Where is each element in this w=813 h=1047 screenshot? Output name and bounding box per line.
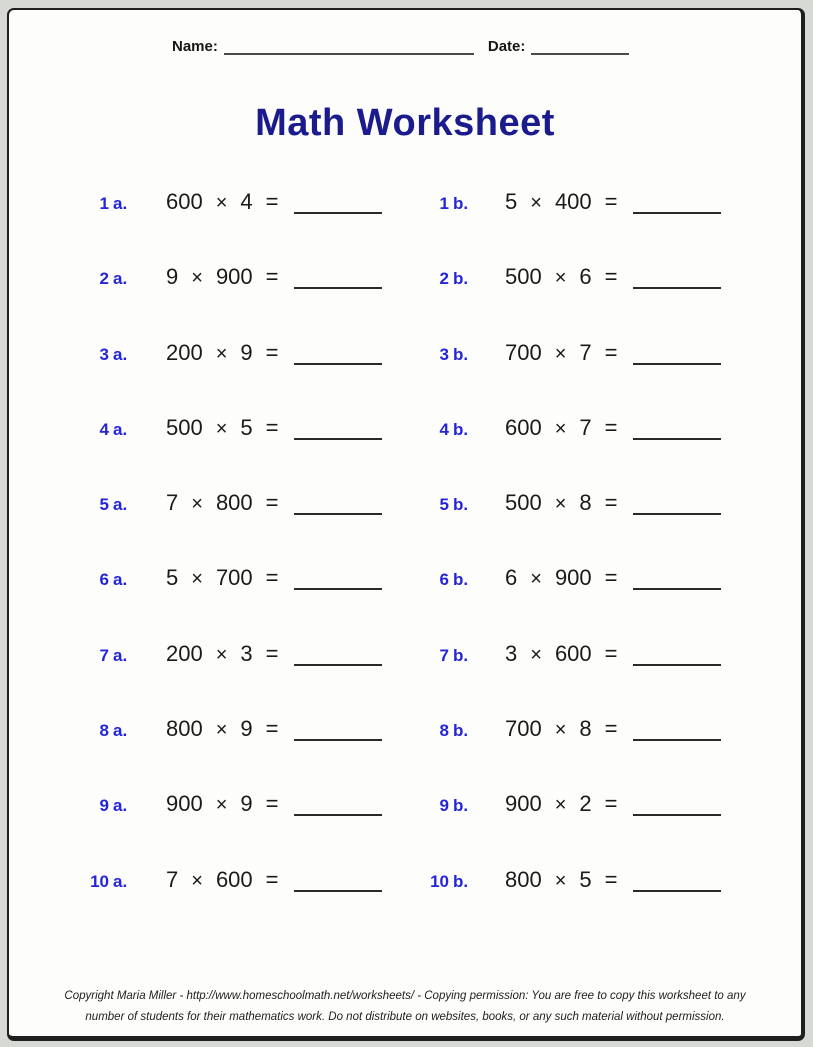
problem-label-a: [88, 420, 138, 440]
problem-number: 10: [90, 871, 109, 891]
answer-blank[interactable]: [633, 363, 721, 365]
equals-sign: =: [604, 866, 618, 892]
factor-2: 7: [579, 339, 592, 365]
problem-expression: [505, 791, 721, 817]
problem-expression: [505, 716, 721, 742]
equals-sign: =: [604, 490, 618, 516]
problem-letter: a.: [113, 495, 128, 515]
problem-number: 7: [99, 645, 109, 665]
problem-number: 4: [439, 419, 449, 439]
problem-number: 1: [99, 194, 109, 213]
problem-row: [9, 541, 801, 616]
problem-number: 4: [99, 419, 109, 439]
factor-1: 7: [166, 866, 179, 892]
problem-number: 2: [439, 269, 449, 289]
equals-sign: =: [604, 716, 618, 742]
factor-2: 600: [215, 866, 253, 892]
problem-letter: b.: [453, 645, 469, 665]
problem-number: 8: [99, 721, 109, 741]
factor-2: 9: [240, 339, 253, 365]
problem-letter: b.: [453, 419, 469, 439]
problem-number: 9: [99, 796, 109, 816]
factor-2: 5: [240, 414, 253, 440]
problem-number: 1: [439, 194, 449, 213]
answer-blank[interactable]: [633, 438, 721, 440]
answer-blank[interactable]: [633, 814, 721, 816]
problem-letter: b.: [453, 871, 469, 891]
factor-2: 5: [579, 866, 592, 892]
name-label: Name:: [172, 38, 218, 55]
problem-expression: [505, 490, 721, 516]
equals-sign: =: [604, 565, 618, 591]
problem-letter: a.: [113, 796, 128, 816]
worksheet-page: [7, 8, 805, 1041]
equals-sign: =: [265, 264, 279, 290]
equals-sign: =: [265, 189, 279, 214]
equals-sign: =: [265, 414, 279, 440]
multiply-sign: ×: [554, 794, 567, 817]
factor-2: 600: [554, 640, 592, 666]
problem-letter: a.: [113, 344, 128, 364]
multiply-sign: ×: [215, 342, 228, 365]
problem-number: 8: [439, 721, 449, 741]
multiply-sign: ×: [530, 643, 542, 666]
problem-letter: a.: [113, 419, 128, 439]
problems-grid: [9, 165, 801, 918]
factor-2: 8: [579, 716, 592, 742]
factor-2: 400: [554, 189, 592, 214]
multiply-sign: ×: [530, 568, 542, 591]
equals-sign: =: [265, 565, 279, 591]
factor-1: 700: [505, 339, 542, 365]
factor-1: 800: [166, 716, 203, 742]
problem-expression: [505, 189, 721, 215]
problem-label-b: [428, 796, 478, 816]
problem-number: 3: [439, 344, 449, 364]
problem-letter: b.: [453, 194, 469, 213]
problem-number: 7: [439, 645, 449, 665]
problem-number: 5: [439, 495, 449, 515]
problem-letter: b.: [453, 570, 469, 590]
problem-expression: [166, 264, 382, 290]
factor-2: 7: [579, 414, 592, 440]
multiply-sign: ×: [554, 267, 567, 290]
problem-number: 3: [99, 344, 109, 364]
answer-blank[interactable]: [633, 739, 721, 741]
factor-2: 6: [579, 264, 592, 290]
problem-letter: a.: [113, 194, 128, 213]
problem-expression: [505, 264, 721, 290]
problem-row: [9, 843, 801, 918]
equals-sign: =: [604, 791, 618, 817]
multiply-sign: ×: [215, 794, 228, 817]
problem-letter: a.: [113, 871, 128, 891]
problem-letter: b.: [453, 721, 469, 741]
factor-2: 900: [554, 565, 592, 591]
multiply-sign: ×: [191, 568, 203, 591]
copyright-line-2: number of students for their mathematics work. Do not distribute on websites, books, or any such material without permission.: [85, 1011, 725, 1023]
problem-number: 6: [99, 570, 109, 590]
multiply-sign: ×: [554, 869, 567, 892]
factor-1: 500: [505, 264, 542, 290]
problem-number: 5: [99, 495, 109, 515]
equals-sign: =: [265, 490, 279, 516]
multiply-sign: ×: [215, 417, 228, 440]
factor-1: 5: [505, 189, 518, 214]
problem-row: [9, 391, 801, 466]
problem-letter: a.: [113, 645, 128, 665]
problem-expression: [505, 340, 721, 366]
problem-expression: [166, 189, 382, 215]
problem-number: 6: [439, 570, 449, 590]
problem-label-a: [88, 796, 138, 816]
problem-letter: a.: [113, 269, 128, 289]
factor-1: 6: [505, 565, 518, 591]
date-label: Date:: [487, 38, 526, 55]
problem-letter: b.: [453, 796, 469, 816]
equals-sign: =: [604, 414, 618, 440]
problem-letter: a.: [113, 721, 128, 741]
answer-blank[interactable]: [294, 513, 382, 515]
problem-row: [9, 617, 801, 692]
multiply-sign: ×: [191, 869, 203, 892]
problem-label-a: [88, 194, 138, 214]
problem-label-b: [428, 420, 478, 440]
answer-blank[interactable]: [294, 814, 382, 816]
multiply-sign: ×: [554, 719, 567, 742]
name-blank-line[interactable]: [224, 53, 474, 55]
factor-2: 8: [579, 490, 592, 516]
factor-1: 600: [505, 414, 542, 440]
problem-label-a: [88, 646, 138, 666]
name-date-header: [9, 38, 801, 55]
factor-1: 900: [505, 791, 542, 817]
problem-label-b: [428, 269, 478, 289]
problem-expression: [505, 867, 721, 893]
factor-2: 9: [240, 716, 253, 742]
factor-2: 2: [579, 791, 592, 817]
problem-number: 9: [439, 796, 449, 816]
problem-expression: [166, 565, 382, 591]
answer-blank[interactable]: [294, 212, 382, 214]
problem-row: [9, 316, 801, 391]
factor-1: 200: [166, 339, 203, 365]
factor-1: 600: [166, 189, 203, 214]
factor-1: 5: [166, 565, 179, 591]
answer-blank[interactable]: [294, 287, 382, 289]
equals-sign: =: [265, 716, 279, 742]
factor-1: 700: [505, 716, 542, 742]
equals-sign: =: [604, 640, 618, 666]
answer-blank[interactable]: [294, 890, 382, 892]
factor-2: 3: [240, 640, 253, 666]
equals-sign: =: [604, 189, 618, 214]
factor-2: 700: [215, 565, 253, 591]
problem-expression: [166, 490, 382, 516]
problem-row: [9, 165, 801, 240]
problem-label-b: [428, 570, 478, 590]
answer-blank[interactable]: [294, 588, 382, 590]
problem-label-b: [428, 646, 478, 666]
problem-label-a: [88, 872, 138, 892]
problem-letter: b.: [453, 344, 469, 364]
answer-blank[interactable]: [633, 890, 721, 892]
factor-2: 4: [240, 189, 253, 214]
problem-expression: [166, 791, 382, 817]
answer-blank[interactable]: [633, 287, 721, 289]
answer-blank[interactable]: [633, 513, 721, 515]
problem-row: [9, 240, 801, 315]
multiply-sign: ×: [530, 192, 542, 214]
equals-sign: =: [265, 866, 279, 892]
factor-1: 800: [505, 866, 542, 892]
problem-label-a: [88, 570, 138, 590]
problem-number: 2: [99, 269, 109, 289]
problem-label-a: [88, 345, 138, 365]
equals-sign: =: [604, 339, 618, 365]
copyright-footer: [9, 986, 801, 1028]
problem-expression: [166, 641, 382, 667]
problem-row: [9, 466, 801, 541]
problem-letter: a.: [113, 570, 128, 590]
answer-blank[interactable]: [294, 664, 382, 666]
multiply-sign: ×: [215, 192, 228, 214]
problem-label-b: [428, 872, 478, 892]
problem-label-a: [88, 495, 138, 515]
equals-sign: =: [604, 264, 618, 290]
factor-1: 200: [166, 640, 203, 666]
answer-blank[interactable]: [633, 588, 721, 590]
multiply-sign: ×: [215, 719, 228, 742]
problem-label-a: [88, 721, 138, 741]
problem-expression: [166, 867, 382, 893]
multiply-sign: ×: [554, 342, 567, 365]
answer-blank[interactable]: [294, 363, 382, 365]
answer-blank[interactable]: [633, 664, 721, 666]
multiply-sign: ×: [215, 643, 228, 666]
problem-label-a: [88, 269, 138, 289]
problem-label-b: [428, 495, 478, 515]
equals-sign: =: [265, 640, 279, 666]
factor-2: 9: [240, 791, 253, 817]
answer-blank[interactable]: [294, 438, 382, 440]
problem-expression: [166, 340, 382, 366]
answer-blank[interactable]: [294, 739, 382, 741]
factor-2: 900: [215, 264, 253, 290]
problem-expression: [166, 716, 382, 742]
answer-blank[interactable]: [633, 212, 721, 214]
problem-expression: [505, 565, 721, 591]
problem-label-b: [428, 345, 478, 365]
problem-label-b: [428, 194, 478, 214]
factor-1: 900: [166, 791, 203, 817]
equals-sign: =: [265, 791, 279, 817]
factor-1: 9: [166, 264, 179, 290]
multiply-sign: ×: [191, 493, 203, 516]
equals-sign: =: [265, 339, 279, 365]
problem-letter: b.: [453, 495, 469, 515]
problem-row: [9, 692, 801, 767]
problem-label-b: [428, 721, 478, 741]
factor-2: 800: [215, 490, 253, 516]
multiply-sign: ×: [554, 417, 567, 440]
problem-expression: [505, 415, 721, 441]
factor-1: 500: [166, 414, 203, 440]
problem-expression: [166, 415, 382, 441]
date-blank-line[interactable]: [531, 53, 629, 55]
multiply-sign: ×: [554, 493, 567, 516]
problem-letter: b.: [453, 269, 469, 289]
copyright-line-1: Copyright Maria Miller - http://www.homeschoolmath.net/worksheets/ - Copying permission: You are free to copy this worksheet to any: [64, 990, 746, 1002]
worksheet-title: Math Worksheet: [255, 102, 555, 144]
multiply-sign: ×: [191, 267, 203, 290]
factor-1: 3: [505, 640, 518, 666]
problem-number: 10: [430, 871, 449, 891]
problem-row: [9, 767, 801, 842]
factor-1: 500: [505, 490, 542, 516]
factor-1: 7: [166, 490, 179, 516]
problem-expression: [505, 641, 721, 667]
